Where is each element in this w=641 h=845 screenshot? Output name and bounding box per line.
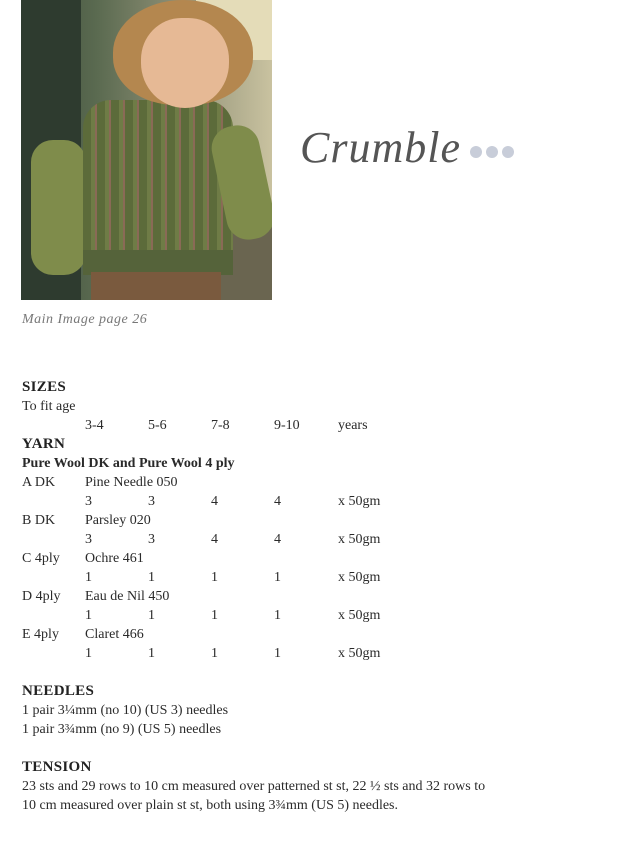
qty: 3 [148,532,155,547]
qty: 3 [85,532,92,547]
product-photo [21,0,272,300]
yarn-heading: YARN [22,436,66,452]
sizes-label: To fit age [22,399,76,414]
qty: 1 [274,570,281,585]
qty: 1 [85,646,92,661]
yarn-name: Eau de Nil 450 [85,589,170,604]
decorative-dots [470,146,514,158]
yarn-name: Ochre 461 [85,551,144,566]
yarn-name: Claret 466 [85,627,144,642]
yarn-code: D 4ply [22,589,61,604]
qty: 3 [148,494,155,509]
qty: 4 [211,532,218,547]
photo-caption: Main Image page 26 [22,312,148,327]
yarn-code: B DK [22,513,56,528]
tension-section [22,758,582,815]
qty-unit: x 50gm [338,646,381,661]
qty: 1 [148,608,155,623]
sizes-section [22,378,582,438]
qty: 4 [274,494,281,509]
tension-line: 23 sts and 29 rows to 10 cm measured over patterned st st, 22 ½ sts and 32 rows to [22,779,486,794]
qty: 1 [211,608,218,623]
size-age: 9-10 [274,418,300,433]
qty-unit: x 50gm [338,494,381,509]
yarn-name: Pine Needle 050 [85,475,178,490]
qty-unit: x 50gm [338,608,381,623]
sizes-heading: SIZES [22,379,67,395]
pattern-title: Crumble [300,123,461,172]
qty-unit: x 50gm [338,570,381,585]
needles-heading: NEEDLES [22,683,95,699]
qty: 1 [274,646,281,661]
yarn-code: E 4ply [22,627,59,642]
size-age: 5-6 [148,418,167,433]
size-age: 7-8 [211,418,230,433]
yarn-name: Parsley 020 [85,513,151,528]
qty-unit: x 50gm [338,532,381,547]
tension-line: 10 cm measured over plain st st, both using 3¾mm (US 5) needles. [22,798,398,813]
qty: 4 [274,532,281,547]
needle-line: 1 pair 3¾mm (no 9) (US 5) needles [22,722,222,737]
qty: 1 [274,608,281,623]
qty: 3 [85,494,92,509]
size-age: 3-4 [85,418,104,433]
qty: 1 [148,646,155,661]
needle-line: 1 pair 3¼mm (no 10) (US 3) needles [22,703,229,718]
yarn-code: A DK [22,475,56,490]
yarn-code: C 4ply [22,551,60,566]
qty: 1 [85,608,92,623]
qty: 1 [85,570,92,585]
qty: 1 [148,570,155,585]
yarn-subheading: Pure Wool DK and Pure Wool 4 ply [22,456,235,471]
qty: 1 [211,570,218,585]
yarn-section [22,435,582,665]
tension-heading: TENSION [22,759,92,775]
qty: 4 [211,494,218,509]
size-unit: years [338,418,368,433]
qty: 1 [211,646,218,661]
needles-section [22,682,582,739]
